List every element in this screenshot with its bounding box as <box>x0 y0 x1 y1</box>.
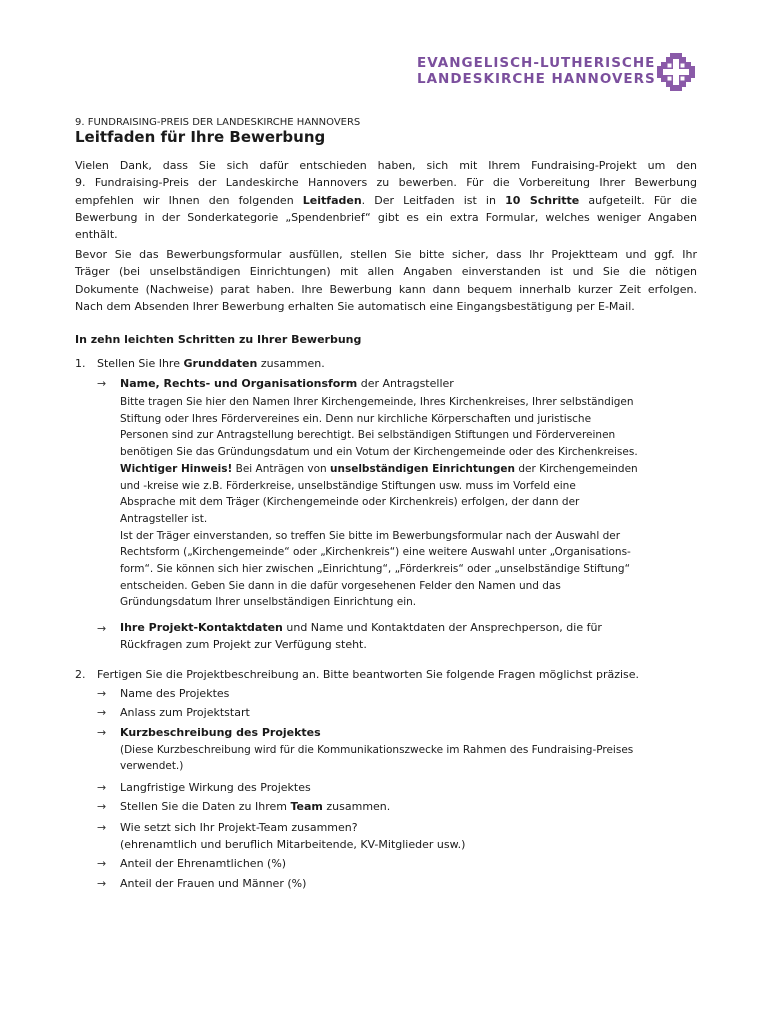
text-line: Absprache mit dem Träger (Kirchengemeinde oder Kirchenkreis) erfolgen, der dann der <box>120 496 580 509</box>
text-run: aufgeteilt. Für die <box>579 193 697 207</box>
cross-logo-icon <box>657 53 695 91</box>
text-line: (ehrenamtlich und beruflich Mitarbeitende, KV-Mitglieder usw.) <box>120 837 466 851</box>
step-2-item: Langfristige Wirkung des Projektes <box>120 781 311 794</box>
text-line: Ist der Träger einverstanden, so treffen Sie bitte im Bewerbungsformular nach der Auswahl der <box>120 529 621 542</box>
text-run: . Der Leitfaden ist in <box>361 193 506 207</box>
step-2-item <box>120 800 390 813</box>
step-2-item: Anteil der Frauen und Männer (%) <box>120 877 307 890</box>
text-bold: Team <box>290 800 323 813</box>
arrow-icon: → <box>97 622 107 635</box>
text-line: Bewerbung in der Sonderkategorie „Spendenbrief“ gibt es ein extra Formular, welches weniger Angaben <box>75 210 697 224</box>
text-line: Rechtsform („Kirchengemeinde“ oder „Kirchenkreis“) eine weitere Auswahl unter „Organisations- <box>120 546 631 559</box>
text-line: Nach dem Absenden Ihrer Bewerbung erhalten Sie automatisch eine Eingangsbestätigung per E-Mail. <box>75 299 635 313</box>
step-2-text: Fertigen Sie die Projektbeschreibung an. Bitte beantworten Sie folgende Fragen möglichst präzise. <box>97 668 640 681</box>
text-run: Bei Anträgen von <box>232 462 331 475</box>
arrow-icon: → <box>97 687 107 700</box>
text-line: entscheiden. Geben Sie dann in die dafür vorgesehenen Felder den Namen und das <box>120 579 561 592</box>
intro-paragraph-1 <box>75 157 697 243</box>
text-line: Bevor Sie das Bewerbungsformular ausfüllen, stellen Sie bitte sicher, dass Ihr Projektteam und ggf. Ihr <box>75 248 697 261</box>
text-line: verwendet.) <box>120 760 184 773</box>
step-2-item-team <box>120 820 700 853</box>
step-1-sub-2 <box>120 620 700 653</box>
step-2-item: Anteil der Ehrenamtlichen (%) <box>120 857 287 870</box>
text-run: zusammen. <box>322 800 391 813</box>
text-line: Vielen Dank, dass Sie sich dafür entschieden haben, sich mit Ihrem Fundraising-Projekt um den <box>75 159 697 172</box>
text-line: Antragsteller ist. <box>120 512 208 525</box>
text-bold: Kurzbeschreibung des Projektes <box>120 726 321 739</box>
text-line <box>120 461 700 478</box>
text-run: und Name und Kontaktdaten der Ansprechperson, die für <box>282 621 602 634</box>
arrow-icon: → <box>97 781 107 794</box>
arrow-icon: → <box>97 877 107 890</box>
step-1-sub-1-body <box>120 394 700 611</box>
text-run: der Antragsteller <box>357 377 454 390</box>
section-heading: In zehn leichten Schritten zu Ihrer Bewerbung <box>75 333 362 346</box>
text-line: (Diese Kurzbeschreibung wird für die Kommunikationszwecke im Rahmen des Fundraising-Preises <box>120 743 634 756</box>
text-line: Bitte tragen Sie hier den Namen Ihrer Kirchengemeinde, Ihres Kirchenkreises, Ihrer selbständigen <box>120 396 634 408</box>
text-line: Personen sind zur Antragstellung berechtigt. Bei selbständigen Stiftungen und Fördervereinen <box>120 429 616 442</box>
step-1-text <box>97 357 325 370</box>
intro-paragraph-2 <box>75 246 697 315</box>
text-line: Träger (bei unselbständigen Einrichtungen) mit allen Angaben einverstanden ist und Sie die nötigen <box>75 265 697 279</box>
text-line: form“. Sie können sich hier zwischen „Einrichtung“, „Förderkreis“ oder „unselbständige Stiftung“ <box>120 563 631 576</box>
text-line: benötigen Sie das Gründungsdatum und ein Votum der Kirchengemeinde oder des Kirchenkreises. <box>120 446 638 459</box>
text-line: enthält. <box>75 228 118 242</box>
text-bold: Name, Rechts- und Organisationsform <box>120 377 358 390</box>
text-run: empfehlen wir Ihnen den folgenden <box>75 193 303 207</box>
text-bold: Ihre Projekt-Kontaktdaten <box>120 621 283 634</box>
text-line: 9. Fundraising-Preis der Landeskirche Hannovers zu bewerben. Für die Vorbereitung Ihrer Bewerbung <box>75 176 697 190</box>
step-2-item-summary <box>120 725 700 775</box>
logo-wordmark <box>417 55 656 87</box>
text-bold: Wichtiger Hinweis! <box>120 462 233 475</box>
step-number: 2. <box>75 668 86 681</box>
text-line: Gründungsdatum Ihrer unselbständigen Einrichtung ein. <box>120 596 417 609</box>
arrow-icon: → <box>97 706 107 719</box>
arrow-icon: → <box>97 857 107 870</box>
text-line: Rückfragen zum Projekt zur Verfügung steht. <box>120 637 367 651</box>
arrow-icon: → <box>97 726 107 739</box>
text-run: der Kirchengemeinden <box>514 462 638 475</box>
text-run: zusammen. <box>257 357 325 370</box>
church-logo <box>417 53 697 93</box>
text-line <box>120 620 700 637</box>
text-line <box>75 192 697 209</box>
logo-line-1: EVANGELISCH-LUTHERISCHE <box>417 55 656 71</box>
arrow-icon: → <box>97 800 107 813</box>
text-line: und -kreise wie z.B. Förderkreise, unselbständige Stiftungen usw. muss im Vorfeld eine <box>120 479 576 492</box>
text-run: Stellen Sie die Daten zu Ihrem <box>120 800 291 813</box>
text-line: Stiftung oder Ihres Fördervereines ein. Denn nur kirchliche Körperschaften und juristische <box>120 412 592 425</box>
text-bold: Grunddaten <box>183 357 258 370</box>
logo-line-2: LANDESKIRCHE HANNOVERS <box>417 71 656 87</box>
step-2-item: Anlass zum Projektstart <box>120 706 250 719</box>
step-1-sub-1-title <box>120 377 454 390</box>
text-bold: 10 Schritte <box>505 193 580 207</box>
step-number: 1. <box>75 357 86 370</box>
text-bold: unselbständigen Einrichtungen <box>330 462 515 475</box>
arrow-icon: → <box>97 821 107 834</box>
text-line: Dokumente (Nachweise) parat haben. Ihre Bewerbung kann dann bequem innerhalb kurzer Zeit erfolgen. <box>75 282 697 296</box>
text-line: Wie setzt sich Ihr Projekt-Team zusammen? <box>120 821 358 834</box>
text-bold: Leitfaden <box>302 193 362 207</box>
text-line <box>120 725 700 742</box>
step-2-item: Name des Projektes <box>120 687 230 700</box>
arrow-icon: → <box>97 377 107 390</box>
document-kicker: 9. FUNDRAISING-PREIS DER LANDESKIRCHE HANNOVERS <box>75 117 361 128</box>
text-run: Stellen Sie Ihre <box>97 357 184 370</box>
page-title: Leitfaden für Ihre Bewerbung <box>75 128 326 146</box>
